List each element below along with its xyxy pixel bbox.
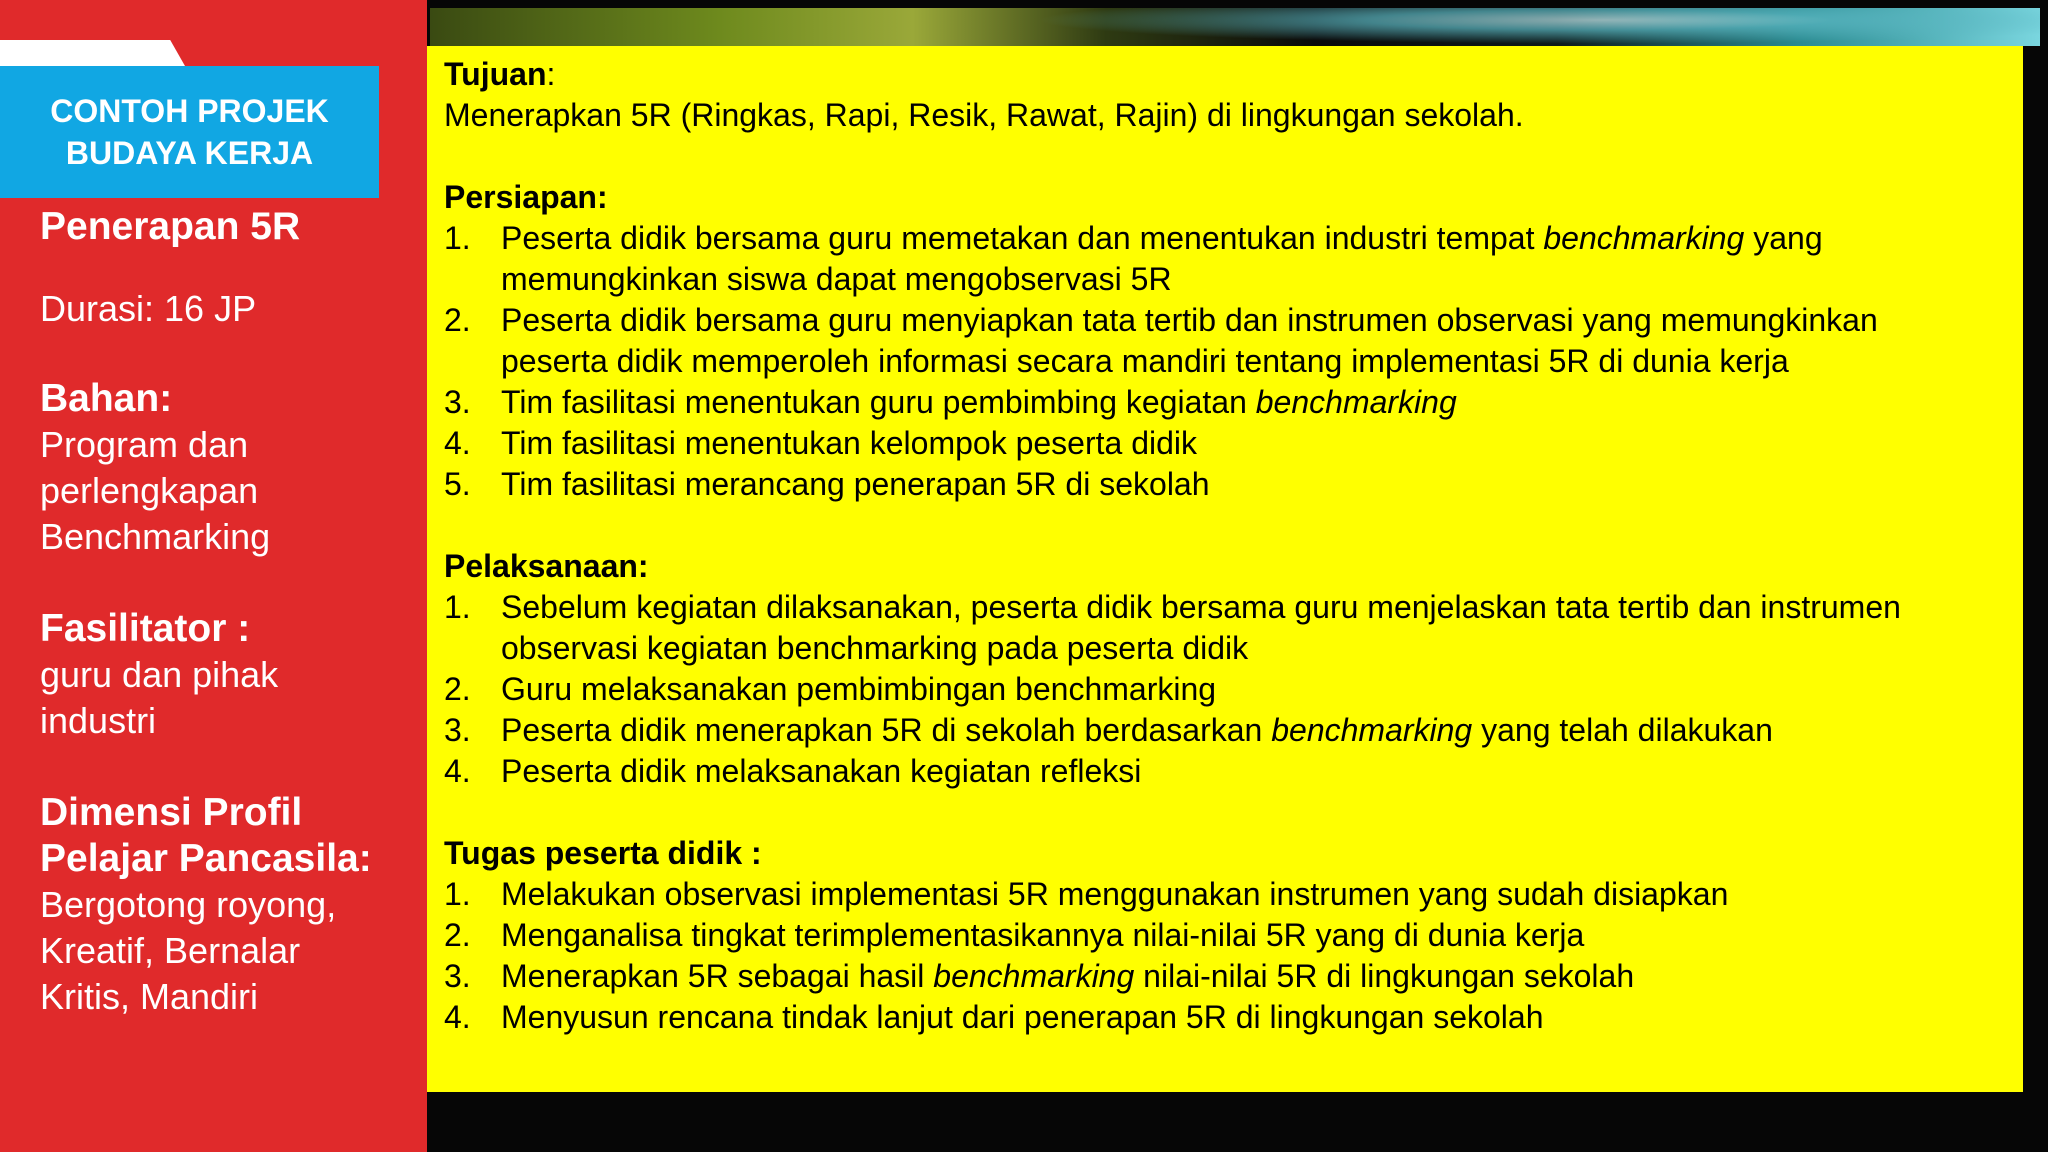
profile-heading: Dimensi Profil xyxy=(40,791,303,834)
list-item xyxy=(444,751,1993,792)
item-text: Menyusun rencana tindak lanjut dari penerapan 5R di lingkungan sekolah xyxy=(501,999,1544,1035)
tasks-list xyxy=(444,874,1993,1038)
item-number: 1. xyxy=(444,220,471,256)
item-number: 4. xyxy=(444,425,471,461)
item-text: Menerapkan 5R sebagai hasil benchmarking nilai-nilai 5R di lingkungan sekolah xyxy=(501,958,1635,994)
list-item xyxy=(444,710,1993,751)
facilitator-line: guru dan pihak xyxy=(40,654,279,695)
materials-line: Program dan xyxy=(40,424,249,465)
list-item xyxy=(444,218,1993,300)
item-number: 2. xyxy=(444,671,471,707)
goal-heading: Tujuan xyxy=(444,56,547,92)
content-panel xyxy=(427,46,2023,1092)
profile-heading: Pelajar Pancasila: xyxy=(40,837,372,880)
item-text: Tim fasilitasi menentukan guru pembimbing kegiatan benchmarking xyxy=(501,384,1457,420)
exec-heading: Pelaksanaan: xyxy=(444,548,649,584)
prep-heading: Persiapan: xyxy=(444,179,608,215)
project-info xyxy=(40,204,415,1066)
list-item xyxy=(444,669,1993,710)
title-tab-accent xyxy=(0,40,185,66)
decorative-swoosh xyxy=(940,8,2040,48)
item-text: Peserta didik bersama guru memetakan dan menentukan industri tempat benchmarking yang memungkinkan siswa dapat mengobservasi 5R xyxy=(501,220,1823,297)
item-number: 3. xyxy=(444,712,471,748)
item-text: Peserta didik menerapkan 5R di sekolah berdasarkan benchmarking yang telah dilakukan xyxy=(501,712,1773,748)
item-number: 4. xyxy=(444,753,471,789)
item-text: Tim fasilitasi merancang penerapan 5R di sekolah xyxy=(501,466,1210,502)
item-number: 1. xyxy=(444,589,471,625)
goal-heading-line xyxy=(444,54,1993,95)
title-line-1: CONTOH PROJEK xyxy=(50,93,329,129)
item-text: Tim fasilitasi menentukan kelompok peserta didik xyxy=(501,425,1198,461)
list-item xyxy=(444,382,1993,423)
item-number: 3. xyxy=(444,384,471,420)
goal-colon: : xyxy=(546,56,556,92)
list-item xyxy=(444,464,1993,505)
list-item xyxy=(444,915,1993,956)
item-number: 2. xyxy=(444,302,471,338)
list-item xyxy=(444,423,1993,464)
item-number: 2. xyxy=(444,917,471,953)
facilitator-line: industri xyxy=(40,700,157,741)
goal-text: Menerapkan 5R (Ringkas, Rapi, Resik, Rawat, Rajin) di lingkungan sekolah. xyxy=(444,97,1524,133)
materials-line: perlengkapan xyxy=(40,470,259,511)
list-item xyxy=(444,874,1993,915)
item-text: Peserta didik melaksanakan kegiatan refleksi xyxy=(501,753,1142,789)
duration: Durasi: 16 JP xyxy=(40,288,257,329)
profile-value: Kritis, Mandiri xyxy=(40,976,259,1017)
list-item xyxy=(444,587,1993,669)
tasks-heading: Tugas peserta didik : xyxy=(444,835,762,871)
item-text: Melakukan observasi implementasi 5R menggunakan instrumen yang sudah disiapkan xyxy=(501,876,1729,912)
item-text: Guru melaksanakan pembimbingan benchmarking xyxy=(501,671,1217,707)
item-number: 3. xyxy=(444,958,471,994)
materials-line: Benchmarking xyxy=(40,516,271,557)
list-item xyxy=(444,997,1993,1038)
materials-heading: Bahan: xyxy=(40,377,173,420)
project-name: Penerapan 5R xyxy=(40,205,301,248)
list-item xyxy=(444,300,1993,382)
exec-list xyxy=(444,587,1993,792)
title-line-2: BUDAYA KERJA xyxy=(65,135,314,171)
item-number: 4. xyxy=(444,999,471,1035)
sidebar xyxy=(0,0,427,1152)
item-text: Menganalisa tingkat terimplementasikannya nilai-nilai 5R yang di dunia kerja xyxy=(501,917,1585,953)
title-box xyxy=(0,66,379,198)
prep-list xyxy=(444,218,1993,505)
item-text: Sebelum kegiatan dilaksanakan, peserta didik bersama guru menjelaskan tata tertib dan instrumen observasi kegiatan benchmarking pada peserta didik xyxy=(501,589,1901,666)
item-number: 1. xyxy=(444,876,471,912)
item-text: Peserta didik bersama guru menyiapkan tata tertib dan instrumen observasi yang memungkinkan peserta didik memperoleh informasi secara mandiri tentang implementasi 5R di dunia kerja xyxy=(501,302,1878,379)
facilitator-heading: Fasilitator : xyxy=(40,607,251,650)
profile-value: Kreatif, Bernalar xyxy=(40,930,301,971)
list-item xyxy=(444,956,1993,997)
profile-value: Bergotong royong, xyxy=(40,884,337,925)
item-number: 5. xyxy=(444,466,471,502)
